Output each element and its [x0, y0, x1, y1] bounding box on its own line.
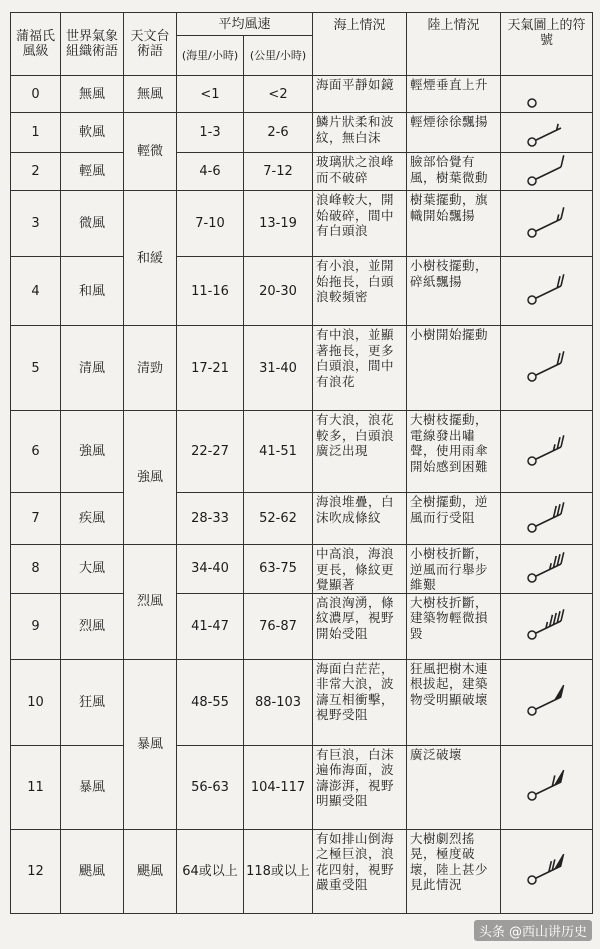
wmo-term: 暴風 — [61, 745, 124, 829]
beaufort-level: 9 — [11, 593, 61, 659]
observatory-term: 輕微 — [124, 113, 177, 191]
land-condition: 全樹擺動，逆風而行受阻 — [407, 493, 501, 545]
land-condition: 小樹開始擺動 — [407, 326, 501, 411]
beaufort-level: 4 — [11, 257, 61, 326]
wind-symbol-cell — [501, 493, 593, 545]
wind-symbol-icon — [517, 351, 577, 385]
table-row — [11, 593, 593, 659]
sea-condition: 浪峰較大，開始破碎，間中有白頭浪 — [313, 191, 407, 257]
observatory-term: 無風 — [124, 76, 177, 113]
beaufort-level: 0 — [11, 76, 61, 113]
wind-symbol-icon — [517, 854, 577, 888]
land-condition: 輕煙垂直上升 — [407, 76, 501, 113]
wmo-term: 颶風 — [61, 829, 124, 913]
header-beaufort: 蒲福氏風級 — [11, 13, 61, 76]
land-condition: 大樹劇烈搖晃，極度破壞，陸上甚少見此情況 — [407, 829, 501, 913]
wind-symbol-cell — [501, 659, 593, 745]
speed-kmh: 13-19 — [244, 191, 313, 257]
station-circle — [528, 574, 536, 582]
wind-symbol-icon — [517, 155, 577, 189]
station-circle — [528, 457, 536, 465]
sea-condition: 玻璃狀之浪峰而不破碎 — [313, 153, 407, 191]
sea-condition: 鱗片狀柔和波紋，無白沫 — [313, 113, 407, 153]
speed-knots: 28-33 — [177, 493, 244, 545]
speed-kmh: 41-51 — [244, 411, 313, 493]
table-row — [11, 76, 593, 113]
wind-barb — [561, 435, 564, 447]
wmo-term: 清風 — [61, 326, 124, 411]
wmo-term: 強風 — [61, 411, 124, 493]
sea-condition: 高浪洶湧，條紋濃厚，視野開始受阻 — [313, 593, 407, 659]
station-circle — [528, 876, 536, 884]
land-condition: 樹葉擺動，旗幟開始飄揚 — [407, 191, 501, 257]
header-sea: 海上情況 — [313, 13, 407, 76]
wind-symbol-cell — [501, 326, 593, 411]
wind-barb — [561, 552, 564, 564]
speed-kmh: 118或以上 — [244, 829, 313, 913]
header-avg-speed: 平均風速 — [177, 13, 313, 36]
speed-kmh: 76-87 — [244, 593, 313, 659]
speed-kmh: 7-12 — [244, 153, 313, 191]
beaufort-level: 8 — [11, 545, 61, 594]
wind-flag — [554, 685, 563, 700]
wind-barb — [561, 502, 564, 514]
table-row — [11, 411, 593, 493]
speed-knots: 34-40 — [177, 545, 244, 594]
speed-knots: <1 — [177, 76, 244, 113]
speed-knots: 1-3 — [177, 113, 244, 153]
beaufort-level: 6 — [11, 411, 61, 493]
sea-condition: 海面平靜如鏡 — [313, 76, 407, 113]
wind-symbol-icon — [517, 116, 577, 150]
sea-condition: 海面白茫茫，非常大浪，波濤互相衝擊，視野受阻 — [313, 659, 407, 745]
wind-symbol-cell — [501, 76, 593, 113]
watermark: 头条 @西山讲历史 — [474, 920, 592, 941]
wind-symbol-icon — [517, 609, 577, 643]
wmo-term: 軟風 — [61, 113, 124, 153]
wind-symbol-cell — [501, 411, 593, 493]
beaufort-level: 2 — [11, 153, 61, 191]
speed-kmh: 52-62 — [244, 493, 313, 545]
speed-kmh: 2-6 — [244, 113, 313, 153]
beaufort-table-page — [10, 12, 592, 914]
speed-knots: 4-6 — [177, 153, 244, 191]
station-circle — [528, 631, 536, 639]
wmo-term: 輕風 — [61, 153, 124, 191]
wind-symbol-cell — [501, 113, 593, 153]
wind-symbol-icon — [517, 77, 577, 111]
wind-symbol-cell — [501, 153, 593, 191]
speed-knots: 11-16 — [177, 257, 244, 326]
land-condition: 狂風把樹木連根拔起，建築物受明顯破壞 — [407, 659, 501, 745]
wmo-term: 狂風 — [61, 659, 124, 745]
wmo-term: 無風 — [61, 76, 124, 113]
speed-knots: 41-47 — [177, 593, 244, 659]
table-row — [11, 829, 593, 913]
sea-condition: 海浪堆疊，白沫吹成條紋 — [313, 493, 407, 545]
beaufort-level: 3 — [11, 191, 61, 257]
beaufort-level: 10 — [11, 659, 61, 745]
wind-symbol-icon — [517, 274, 577, 308]
wmo-term: 微風 — [61, 191, 124, 257]
table-row — [11, 257, 593, 326]
station-circle — [528, 373, 536, 381]
wmo-term: 和風 — [61, 257, 124, 326]
observatory-term: 和緩 — [124, 191, 177, 326]
header-kmh: (公里/小時) — [244, 36, 313, 76]
wind-symbol-icon — [517, 435, 577, 469]
wind-symbol-cell — [501, 829, 593, 913]
header-wmo-term: 世界氣象組織術語 — [61, 13, 124, 76]
table-row — [11, 113, 593, 153]
speed-knots: 7-10 — [177, 191, 244, 257]
wmo-term: 烈風 — [61, 593, 124, 659]
wind-symbol-cell — [501, 191, 593, 257]
table-row — [11, 659, 593, 745]
wind-symbol-icon — [517, 502, 577, 536]
wind-shaft — [535, 447, 560, 459]
wind-shaft — [535, 286, 560, 298]
beaufort-level: 7 — [11, 493, 61, 545]
land-condition: 大樹枝折斷，建築物輕微損毀 — [407, 593, 501, 659]
speed-kmh: 104-117 — [244, 745, 313, 829]
wind-shaft — [535, 167, 560, 179]
wind-barb — [561, 207, 564, 219]
observatory-term: 颶風 — [124, 829, 177, 913]
sea-condition: 有大浪，浪花較多，白頭浪廣泛出現 — [313, 411, 407, 493]
wind-flag — [554, 854, 563, 869]
wind-symbol-icon — [517, 207, 577, 241]
wind-shaft — [535, 621, 560, 633]
table-row — [11, 326, 593, 411]
wind-barb — [561, 274, 564, 286]
speed-knots: 17-21 — [177, 326, 244, 411]
sea-condition: 中高浪，海浪更長，條紋更覺顯著 — [313, 545, 407, 594]
table-row — [11, 153, 593, 191]
wind-shaft — [535, 363, 560, 375]
land-condition: 廣泛破壞 — [407, 745, 501, 829]
observatory-term: 清勁 — [124, 326, 177, 411]
speed-kmh: 31-40 — [244, 326, 313, 411]
station-circle — [528, 99, 536, 107]
wind-shaft — [535, 514, 560, 526]
station-circle — [528, 296, 536, 304]
wind-flag — [554, 770, 563, 785]
beaufort-level: 5 — [11, 326, 61, 411]
sea-condition: 有如排山倒海之極巨浪，浪花四射，視野嚴重受阻 — [313, 829, 407, 913]
observatory-term: 強風 — [124, 411, 177, 545]
observatory-term: 烈風 — [124, 545, 177, 660]
table-row — [11, 745, 593, 829]
wind-symbol-cell — [501, 745, 593, 829]
header-observatory-term: 天文台術語 — [124, 13, 177, 76]
sea-condition: 有中浪，並顯著拖長，更多白頭浪，間中有浪花 — [313, 326, 407, 411]
beaufort-level: 12 — [11, 829, 61, 913]
station-circle — [528, 524, 536, 532]
beaufort-level: 11 — [11, 745, 61, 829]
wind-barb — [561, 155, 564, 167]
table-row — [11, 191, 593, 257]
land-condition: 小樹枝擺動，碎紙飄揚 — [407, 257, 501, 326]
speed-knots: 48-55 — [177, 659, 244, 745]
wmo-term: 大風 — [61, 545, 124, 594]
sea-condition: 有小浪，並開始拖長，白頭浪較頻密 — [313, 257, 407, 326]
observatory-term: 暴風 — [124, 659, 177, 829]
wind-symbol-icon — [517, 552, 577, 586]
speed-kmh: <2 — [244, 76, 313, 113]
station-circle — [528, 138, 536, 146]
wind-shaft — [535, 564, 560, 576]
wind-symbol-cell — [501, 545, 593, 594]
station-circle — [528, 177, 536, 185]
wind-symbol-cell — [501, 257, 593, 326]
wind-symbol-icon — [517, 685, 577, 719]
wmo-term: 疾風 — [61, 493, 124, 545]
station-circle — [528, 707, 536, 715]
speed-kmh: 88-103 — [244, 659, 313, 745]
speed-kmh: 20-30 — [244, 257, 313, 326]
speed-knots: 22-27 — [177, 411, 244, 493]
land-condition: 輕煙徐徐飄揚 — [407, 113, 501, 153]
header-symbol: 天氣圖上的符號 — [501, 13, 593, 76]
station-circle — [528, 792, 536, 800]
table-row — [11, 493, 593, 545]
header-land: 陸上情況 — [407, 13, 501, 76]
table-row — [11, 545, 593, 594]
wind-symbol-cell — [501, 593, 593, 659]
wind-shaft — [535, 219, 560, 231]
sea-condition: 有巨浪，白沫遍佈海面，波濤澎湃，視野明顯受阻 — [313, 745, 407, 829]
wind-barb — [561, 351, 564, 363]
land-condition: 臉部恰覺有風，樹葉微動 — [407, 153, 501, 191]
wind-symbol-icon — [517, 770, 577, 804]
speed-knots: 56-63 — [177, 745, 244, 829]
table-body — [11, 76, 593, 914]
land-condition: 小樹枝折斷，逆風而行舉步維艱 — [407, 545, 501, 594]
wind-barb — [561, 609, 564, 621]
speed-knots: 64或以上 — [177, 829, 244, 913]
speed-kmh: 63-75 — [244, 545, 313, 594]
beaufort-level: 1 — [11, 113, 61, 153]
header-knots: (海里/小時) — [177, 36, 244, 76]
station-circle — [528, 229, 536, 237]
beaufort-scale-table — [10, 12, 593, 914]
land-condition: 大樹枝擺動，電線發出嘯聲，使用雨傘開始感到困難 — [407, 411, 501, 493]
